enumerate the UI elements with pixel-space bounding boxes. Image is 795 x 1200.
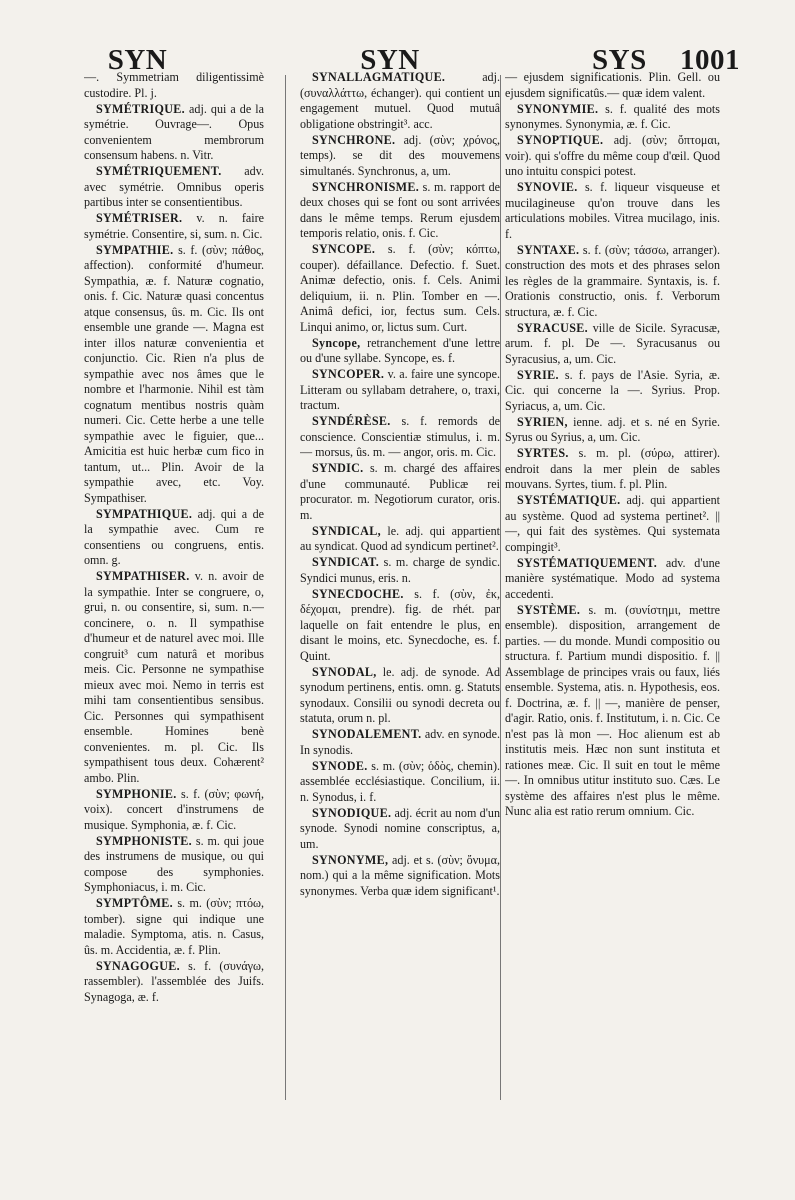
entry-headword: SYNALLAGMATIQUE. [312,70,446,84]
dictionary-entry [505,243,720,321]
entry-headword: SYMPATHISER. [96,569,190,583]
entry-definition: adj. (συναλλάττω, échanger). qui contient un engagement mutuel. Quod mutuâ obligatione obstringit³. acc. [300,70,500,131]
dictionary-entry [300,461,500,523]
entry-headword: SYNOPTIQUE. [517,133,604,147]
entry-headword: SYNDICAL, [312,523,381,538]
entry-definition: v. a. faire une syncope. Litteram ou syllabam detrahere, o, traxi, tractum. [300,367,500,412]
entry-headword: SYNODAL, [312,664,377,679]
column-3 [505,70,720,1100]
entry-definition: s. f. qualité des mots synonymes. Synonymia, æ. f. Cic. [505,101,720,131]
dictionary-entry [84,959,264,1006]
entry-definition: ville de Sicile. Syracusæ, arum. f. pl. De —. Syracusanus ou Syracusius, a, um. Cic. [505,320,720,366]
entry-definition: —. Symmetriam diligentissimè custodire. Pl. j. [84,70,264,100]
entry-headword: SYNCHRONE. [312,132,396,147]
entry-definition: s. f. (σὺν; τάσσω, arranger). construction des mots et des phrases selon les règles de la grammaire. Syntaxis, is. f. Orationis constructio, onis. f. Verborum structura, æ. f. Cic. [505,242,720,319]
entry-headword: SYNDICAT. [312,555,380,569]
entry-headword: SYSTÈME. [517,602,581,617]
entry-headword: SYRACUSE. [517,320,588,335]
dictionary-entry [505,70,720,101]
entry-definition: s. f. (σὺν; κόπτω, couper). défaillance. Defectio. f. Suet. Animæ defectio, onis. f. Cels. Animi deliquium, ii. n. Plin. Tomber en —. Animâ defici, ior, fectus sum. Cels. Linqui animo, or, lictus sum. Curt. [300,242,500,334]
dictionary-entry [84,164,264,211]
entry-definition: s. f. (σὺν; πάθος, affection). conformité d'humeur. Sympathia, æ. f. Naturæ cognatio, onis. f. Cic. Naturæ quasi concentus atque consensus, ûs. m. Cic. Ils ont ensemble une grande —. Magna est inter illos naturæ convenientia et conjunctio. Cic. Rien n'a plus de sympathie avec nos âmes que le nombre et l'harmonie. Nihil est tàm cognatum mentibus nostris quàm numeri. Cic. Cette herbe a une telle sympathie avec le figuier, que... Amicitia est huic herbæ cum fico in tantum, ut... Plin. Avoir de la sympathie avec, etc. Voy. Sympathiser. [84,242,264,505]
entry-headword: SYNDÉRÈSE. [312,414,391,428]
dictionary-entry [84,569,264,786]
entry-headword: Syncope, [312,335,361,350]
entry-headword: SYMPHONISTE. [96,833,192,848]
entry-headword: SYMÉTRISER. [96,211,183,225]
dictionary-entry [300,242,500,335]
column-divider [500,75,501,1100]
column-divider [285,75,286,1100]
entry-headword: SYMPHONIE. [96,786,177,801]
dictionary-entry [505,102,720,133]
dictionary-entry [84,787,264,834]
dictionary-entry [505,603,720,820]
entry-definition: adj. qui a de la symétrie. Ouvrage—. Opus convenientem membrorum consensum habens. n. Vitr. [84,101,264,162]
entry-definition: adv. avec symétrie. Omnibus operis partibus inter se consentientibus. [84,164,264,209]
entry-headword: SYNDIC. [312,461,364,475]
entry-headword: SYSTÉMATIQUE. [517,493,621,507]
entry-definition: retranchement d'une lettre ou d'une syllabe. Syncope, es. f. [300,335,500,365]
entry-definition: s. m. (σὺν; ὁδὸς, chemin). assemblée ecclésiastique. Concilium, ii. n. Synodus, i. f. [300,758,500,804]
dictionary-entry [505,415,720,446]
entry-definition: adv. en synode. In synodis. [300,727,500,757]
entry-headword: SYNCOPE. [312,242,376,256]
entry-headword: SYMÉTRIQUE. [96,101,185,116]
entry-headword: SYRIEN, [517,414,568,429]
dictionary-entry [300,180,500,242]
entry-definition: le. adj. qui appartient au syndicat. Quod ad syndicum pertinet². [300,523,500,553]
entry-definition: s. f. (σὺν, ἐκ, δέχομαι, prendre). fig. de rhét. par laquelle on fait entendre le plus, en disant le moins, etc. Synecdoche, es. f. Quint. [300,586,500,663]
entry-headword: SYMÉTRIQUEMENT. [96,164,222,178]
entry-headword: SYNCHRONISME. [312,179,420,194]
entry-definition: adv. d'une manière systématique. Modo ad systema accedenti. [505,555,720,601]
dictionary-entry [300,806,500,853]
dictionary-entry [300,727,500,758]
dictionary-entry [300,524,500,555]
dictionary-entry [505,556,720,603]
dictionary-entry [300,853,500,900]
entry-definition: s. f. liqueur visqueuse et mucilagineuse qu'on trouve dans les articulations mobiles. Vitrea mucilago, inis. f. [505,180,720,241]
entry-headword: SYNTAXE. [517,242,580,257]
dictionary-entry [84,102,264,164]
running-head-right: SYS [592,44,647,76]
entry-definition: s. m. (συνίστημι, mettre ensemble). disposition, arrangement de parties. — du monde. Mundi compositio ou structura. f. Partium mundi dispositio. f. || Assemblage de principes vrais ou faux, liés ensemble. Systema, atis. n. Hypothesis, eos. f. Doctrina, æ. f. || —, manière de penser, d'agir. Ratio, onis. f. Institutum, i. n. Cic. Ce n'est pas là mon —. Hoc alienum est ab institutis meis. Hæc non sunt instituta et rationes meæ. Cic. Il suit en tout le même —. In omnibus utitur instituto suo. Cæs. Le système des affaires n'est plus le même. Nunc alia est ratio rerum omnium. Cic. [505,602,720,818]
entry-headword: SYNODALEMENT. [312,727,422,741]
entry-definition: adj. (σὺν; χρόνος, temps). se dit des mouvemens simultanés. Synchronus, a, um. [300,132,500,178]
dictionary-entry [505,493,720,555]
entry-definition: ienne. adj. et s. né en Syrie. Syrus ou Syrius, a, um. Cic. [505,414,720,444]
entry-definition: le. adj. de synode. Ad synodum pertinens, entis. omn. g. Statuts synodaux. Consilii ou synodi decreta ou statuta, orum n. pl. [300,664,500,725]
dictionary-entry [84,211,264,242]
running-head-left: SYN [107,44,168,76]
dictionary-entry [300,555,500,586]
column-1 [84,70,264,1100]
entry-definition: adj. écrit au nom d'un synode. Synodi nomine conscriptus, a, um. [300,805,500,851]
dictionary-entry [300,759,500,806]
dictionary-entry [300,414,500,461]
entry-definition: adj. (σὺν; ὄπτομαι, voir). qui s'offre du même coup d'œil. Quod uno intuitu conspici potest. [505,133,720,178]
entry-definition: — ejusdem significationis. Plin. Gell. ou ejusdem significatûs.— quæ idem valent. [505,70,720,100]
entry-headword: SYNAGOGUE. [96,958,180,973]
entry-definition: s. m. charge de syndic. Syndici munus, eris. n. [300,555,500,585]
entry-headword: SYRIE. [517,367,559,382]
column-2 [300,70,500,1100]
entry-headword: SYMPATHIE. [96,242,174,257]
dictionary-entry [300,70,500,132]
entry-headword: SYNONYMIE. [517,101,599,116]
entry-definition: s. m. (σὺν; πτόω, tomber). signe qui indique une maladie. Symptoma, atis. n. Casus, ûs. m. Accidentia, æ. f. Plin. [84,896,264,957]
entry-headword: SYMPTÔME. [96,896,173,910]
entry-headword: SYNODIQUE. [312,805,392,820]
entry-headword: SYNOVIE. [517,180,578,194]
entry-definition: s. f. pays de l'Asie. Syria, æ. Cic. qui concerne la —. Syrius. Prop. Syriacus, a, um. Cic. [505,367,720,413]
dictionary-entry [505,133,720,180]
dictionary-entry [84,834,264,896]
dictionary-entry [300,665,500,727]
entry-headword: SYSTÉMATIQUEMENT. [517,555,658,570]
entry-definition: s. m. rapport de deux choses qui se font ou sont arrivées dans le même temps. Rerum ejusdem temporis relatio, onis. f. Cic. [300,179,500,240]
dictionary-entry [300,133,500,180]
dictionary-entry [505,446,720,493]
running-head-center: SYN [360,44,420,76]
dictionary-entry [505,368,720,415]
entry-headword: SYNECDOCHE. [312,586,404,601]
entry-definition: s. m. qui joue des instrumens de musique, ou qui compose des symphonies. Symphoniacus, i. m. Cic. [84,833,264,894]
dictionary-entry [84,896,264,958]
dictionary-entry [84,243,264,507]
entry-headword: SYNODE. [312,758,368,773]
dictionary-entry [300,367,500,414]
dictionary-entry [84,70,264,101]
entry-definition: adj. et s. (σὺν; ὄνυμα, nom.) qui a la même signification. Mots synonymes. Verba quæ idem significant¹. [300,852,500,898]
entry-definition: s. f. remords de conscience. Conscientiæ stimulus, i. m. — morsus, ûs. m. — angor, oris. m. Cic. [300,414,500,459]
dictionary-entry [505,180,720,242]
entry-headword: SYMPATHIQUE. [96,506,193,521]
entry-definition: s. f. (σὺν; φωνή, voix). concert d'instrumens de musique. Symphonia, æ. f. Cic. [84,786,264,832]
entry-headword: SYRTES. [517,446,569,460]
dictionary-entry [84,507,264,569]
entry-definition: adj. qui a de la sympathie avec. Cum re consentiens ou congruens, entis. omn. g. [84,506,264,567]
entry-definition: s. m. chargé des affaires d'une communauté. Publicæ rei procurator. m. Negotiorum curator, oris. m. [300,461,500,522]
entry-definition: s. f. (συνάγω, rassembler). l'assemblée des Juifs. Synagoga, æ. f. [84,958,264,1004]
entry-definition: v. n. faire symétrie. Consentire, si, sum. n. Cic. [84,211,264,241]
entry-headword: SYNONYME, [312,852,389,867]
dictionary-entry [505,321,720,368]
entry-headword: SYNCOPER. [312,367,385,381]
page-number: 1001 [680,44,740,76]
entry-definition: adj. qui appartient au système. Quod ad systema pertinet². || —, qui fait des systèmes. Qui systemata compingit³. [505,493,720,554]
entry-definition: s. m. pl. (σύρω, attirer). endroit dans la mer plein de sables mouvans. Syrtes, tium. f. pl. Plin. [505,446,720,491]
dictionary-entry [300,587,500,665]
entry-definition: v. n. avoir de la sympathie. Inter se congruere, o, grui, n. ou consentire, si, sum. n.— concinere, o. n. Il sympathise d'humeur et de naturel avec moi. Ille congruit³ cum naturâ et moribus meis. Cic. Personne ne sympathise mieux avec moi. Nemo in terris est mihi tam consentientibus sensibus. Cic. Personnes qui sympathisent ensemble. Homines benè convenientes. m. pl. Cic. Ils sympathisent tous deux. Cohærent² ambo. Plin. [84,569,264,785]
dictionary-entry [300,336,500,367]
